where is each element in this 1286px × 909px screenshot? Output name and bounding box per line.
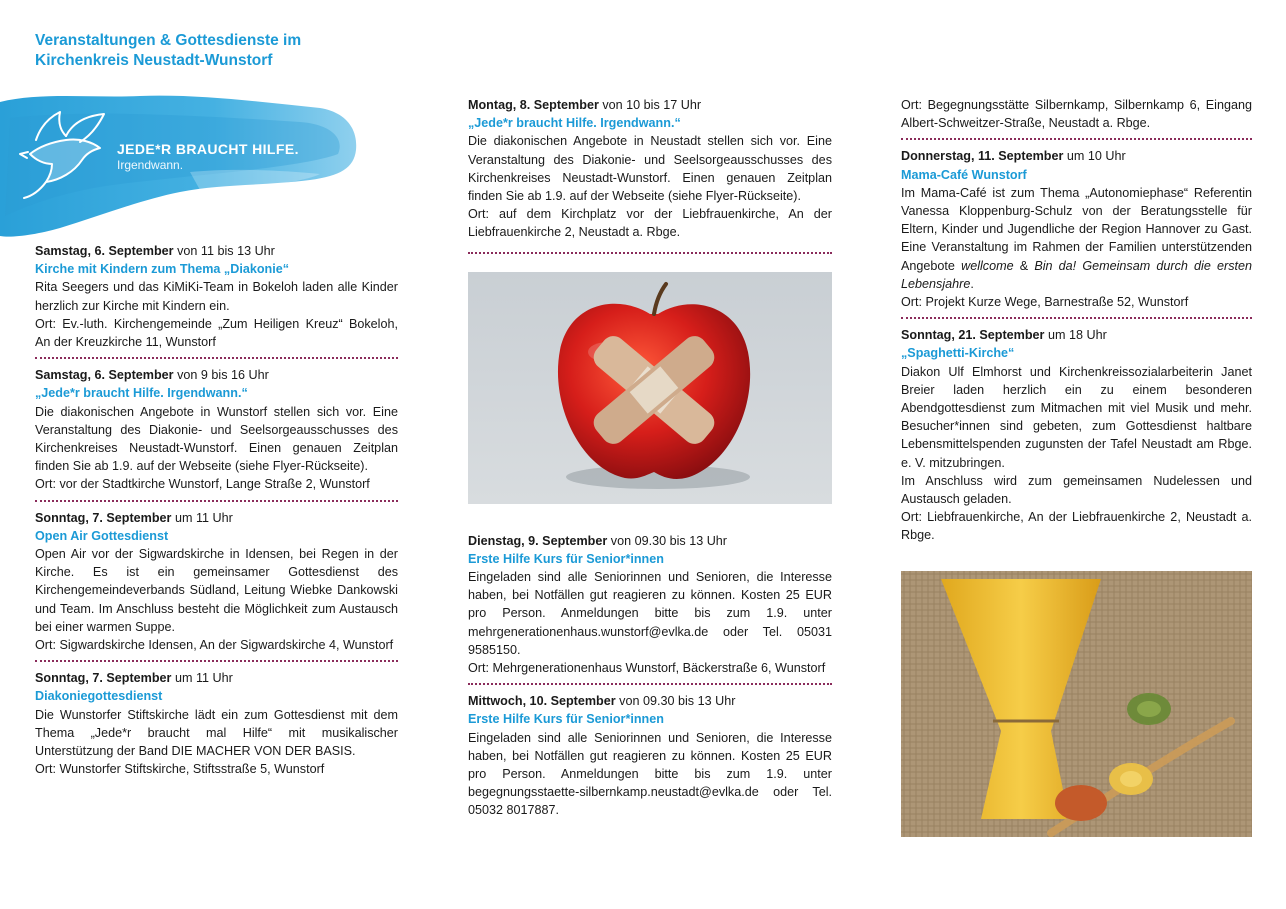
event-place: Ort: Wunstorfer Stiftskirche, Stiftsstraße 5, Wunstorf (35, 762, 325, 777)
event-title: Kirche mit Kindern zum Thema „Diakonie“ (35, 262, 290, 277)
event-title: Erste Hilfe Kurs für Senior*innen (468, 551, 664, 566)
dotted-divider (35, 500, 398, 502)
column-3 (901, 96, 1252, 837)
event-title: „Spaghetti-Kirche“ (901, 346, 1015, 361)
event-erste-hilfe-wunstorf (468, 532, 832, 678)
event-body: Im Mama-Café ist zum Thema „Autonomiephase“ Referentin Vanessa Kloppenburg-Schulz von der Beratungsstelle für Eltern, Kinder und Jugendliche der Region Hannover zu Gast. Eine Veranstaltung im Rahmen der Familien unterstützenden Angebote wellcome & Bin da! Gemeinsam durch die ersten Lebensjahre. (901, 185, 1252, 291)
event-open-air-gottesdienst (35, 509, 398, 655)
event-body: Eingeladen sind alle Seniorinnen und Senioren, die Interesse haben, bei Notfällen gut reagieren zu können. Kosten 25 EUR pro Person. Anmeldungen bitte bis zum 1.9. unter mehrgenerationenhaus.wunstorf@evlka.de oder Tel. 05031 9585150. (468, 570, 832, 657)
event-body: Rita Seegers und das KiMiKi-Team in Bokeloh laden alle Kinder herzlich zur Kirche mit Kindern ein. (35, 280, 398, 313)
event-date: Samstag, 6. September (35, 244, 174, 258)
event-time: von 09.30 bis 13 Uhr (607, 533, 727, 548)
apple-with-bandage-image (468, 272, 832, 504)
banner (0, 88, 362, 238)
dotted-divider (468, 683, 832, 685)
event-date: Samstag, 6. September (35, 368, 174, 383)
event-time: von 11 bis 13 Uhr (173, 244, 275, 258)
event-body-2: Im Anschluss wird zum gemeinsamen Nudelessen und Austausch geladen. (901, 473, 1252, 507)
banner-subtitle: Irgendwann. (117, 158, 184, 172)
event-time: von 09.30 bis 13 Uhr (615, 694, 736, 709)
dotted-divider (35, 660, 398, 662)
event-jeder-braucht-hilfe-neustadt (468, 96, 832, 242)
event-date: Sonntag, 7. September (35, 510, 172, 525)
event-place: Ort: Sigwardskirche Idensen, An der Sigwardskirche 4, Wunstorf (35, 638, 394, 653)
event-title: Diakoniegottesdienst (35, 689, 163, 704)
dotted-divider (468, 252, 832, 254)
event-place: Ort: Ev.-luth. Kirchengemeinde „Zum Heiligen Kreuz“ Bokeloh, An der Kreuzkirche 11, Wunstorf (35, 316, 398, 350)
event-place: Ort: vor der Stadtkirche Wunstorf, Lange Straße 2, Wunstorf (35, 477, 370, 492)
event-date: Sonntag, 21. September (901, 328, 1045, 343)
event-date: Mittwoch, 10. September (468, 694, 616, 709)
event-continued-place (901, 96, 1252, 132)
event-place: Ort: auf dem Kirchplatz vor der Liebfrauenkirche, An der Liebfrauenkirche 2, Neustadt a. Rbge. (468, 207, 832, 240)
event-diakoniegottesdienst (35, 669, 398, 778)
event-mama-cafe (901, 147, 1252, 311)
event-place: Ort: Projekt Kurze Wege, Barnestraße 52, Wunstorf (901, 295, 1189, 310)
event-time: um 11 Uhr (171, 510, 233, 525)
event-jeder-braucht-hilfe-wunstorf (35, 366, 398, 493)
spaghetti-bundle-image (901, 571, 1252, 837)
event-erste-hilfe-neustadt (468, 692, 832, 819)
event-date: Donnerstag, 11. September (901, 149, 1064, 164)
dotted-divider (35, 357, 398, 359)
event-body: Die diakonischen Angebote in Wunstorf stellen sich vor. Eine Veranstaltung des Diakonie- und Seelsorgeausschusses des Kirchenkreises Neustadt-Wunstorf. Einen genauen Zeitplan finden Sie ab 1.9. auf der Webseite (siehe Flyer-Rückseite). (35, 404, 398, 474)
page-title (35, 31, 415, 71)
event-title: „Jede*r braucht Hilfe. Irgendwann.“ (468, 116, 681, 131)
event-time: um 11 Uhr (171, 671, 233, 686)
event-place: Ort: Liebfrauenkirche, An der Liebfrauenkirche 2, Neustadt a. Rbge. (901, 510, 1252, 543)
banner-text (117, 141, 299, 172)
event-title: Mama-Café Wunstorf (901, 167, 1027, 182)
event-body: Diakon Ulf Elmhorst und Kirchenkreissozialarbeiterin Janet Breier laden herzlich ein zu einem besonderen Abendgottesdienst zum Mitmachen mit viel Musik und mehr. Besucher*innen sind gebeten, zum Gottesdienst haltbare Lebensmittelspenden zugunsten der Tafel Neustadt am Rbge. e. V. mitzubringen. (901, 364, 1252, 470)
event-kirche-mit-kindern (35, 242, 398, 351)
event-place: Ort: Begegnungsstätte Silbernkamp, Silbernkamp 6, Eingang Albert-Schweitzer-Straße, Neustadt a. Rbge. (901, 98, 1252, 131)
dotted-divider (901, 317, 1252, 319)
event-time: um 10 Uhr (1063, 149, 1126, 164)
page-title-line2: Kirchenkreis Neustadt-Wunstorf (35, 52, 273, 69)
event-title: Open Air Gottesdienst (35, 528, 169, 543)
event-body: Die Wunstorfer Stiftskirche lädt ein zum Gottesdienst mit dem Thema „Jede*r braucht mal Hilfe“ mit musikalischer Unterstützung der Band DIE MACHER VON DER BASIS. (35, 707, 398, 759)
event-date: Sonntag, 7. September (35, 671, 172, 686)
event-time: von 9 bis 16 Uhr (173, 368, 269, 383)
column-2 (468, 96, 832, 820)
event-date: Dienstag, 9. September (468, 533, 608, 548)
event-body: Open Air vor der Sigwardskirche in Idensen, bei Regen in der Kirche. Es ist ein gemeinsamer Gottesdienst des Kirchengemeindeverbands Südland, Leitung Wiebke Dankowski und Team. Im Anschluss besteht die Möglichkeit zum Austausch bei einer warmen Suppe. (35, 547, 398, 634)
event-title: „Jede*r braucht Hilfe. Irgendwann.“ (35, 386, 248, 401)
event-title: Erste Hilfe Kurs für Senior*innen (468, 712, 664, 727)
banner-title: JEDE*R BRAUCHT HILFE. (117, 141, 299, 157)
event-time: um 18 Uhr (1044, 328, 1107, 343)
dotted-divider (901, 138, 1252, 140)
event-place: Ort: Mehrgenerationenhaus Wunstorf, Bäckerstraße 6, Wunstorf (468, 661, 826, 676)
page-title-line1: Veranstaltungen & Gottesdienste im (35, 32, 302, 49)
column-1 (35, 242, 398, 778)
event-date: Montag, 8. September (468, 98, 599, 112)
event-spaghetti-kirche (901, 326, 1252, 544)
event-body: Eingeladen sind alle Seniorinnen und Senioren, die Interesse haben, bei Notfällen gut reagieren zu können. Kosten 25 EUR pro Person. Anmeldungen bitte bis zum 1.9. unter begegnungsstaette-silbernkamp.neustadt@evlka.de oder Tel. 05032 8017887. (468, 730, 832, 818)
event-time: von 10 bis 17 Uhr (598, 98, 702, 112)
event-body: Die diakonischen Angebote in Neustadt stellen sich vor. Eine Veranstaltung des Diakonie- und Seelsorgeausschusses des Kirchenkreises Neustadt-Wunstorf. Einen genauen Zeitplan finden Sie ab 1.9. auf der Webseite (siehe Flyer-Rückseite). (468, 134, 832, 204)
